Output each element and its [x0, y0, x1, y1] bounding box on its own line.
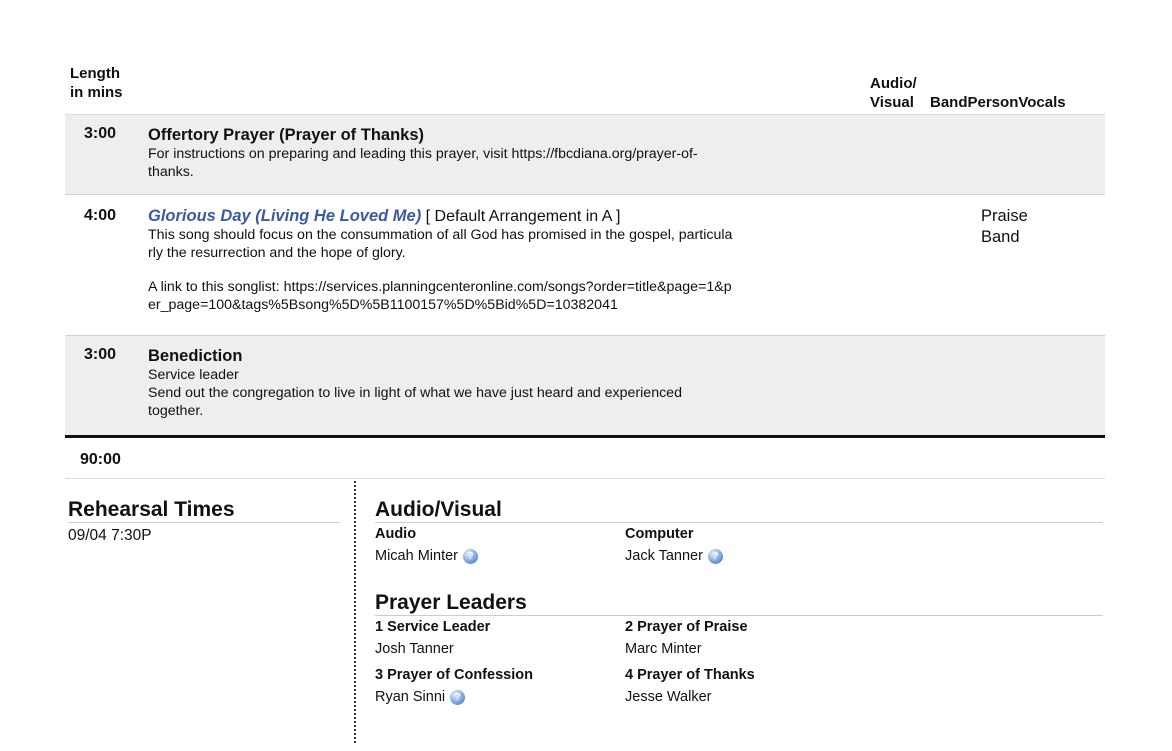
question-icon[interactable]: ? — [708, 549, 723, 564]
rehearsal-divider — [68, 522, 340, 523]
length-column-header: Length in mins — [70, 65, 123, 101]
role-audio: Audio — [375, 526, 417, 542]
item-description-line: For instructions on preparing and leading this prayer, visit https://fbcdiana.org/prayer-of- — [148, 146, 698, 162]
item-title: Benediction — [148, 347, 243, 365]
person-ryan-sinni[interactable]: Ryan Sinni ? — [375, 689, 465, 705]
person-column-header: Person — [967, 94, 1019, 111]
song-title-link[interactable]: Glorious Day (Living He Loved Me) — [148, 207, 422, 225]
plan-item-benediction[interactable] — [65, 336, 1105, 435]
question-icon[interactable]: ? — [463, 549, 478, 564]
item-length: 3:00 — [84, 125, 117, 142]
prayer-leaders-heading: Prayer Leaders — [375, 591, 527, 614]
item-description-line: rly the resurrection and the hope of glory. — [148, 245, 406, 261]
item-description-line: This song should focus on the consummation of all God has promised in the gospel, particula — [148, 227, 733, 243]
rehearsal-time: 09/04 7:30P — [68, 527, 152, 544]
role-prayer-of-thanks: 4 Prayer of Thanks — [625, 667, 755, 683]
item-description-line: together. — [148, 403, 204, 419]
rehearsal-times-heading: Rehearsal Times — [68, 498, 235, 521]
item-body — [148, 346, 883, 420]
audio-visual-heading: Audio/Visual — [375, 498, 502, 521]
total-divider — [65, 435, 1105, 438]
item-body — [148, 206, 883, 314]
total-length: 90:00 — [80, 451, 121, 468]
item-body — [148, 125, 883, 181]
section-divider — [375, 615, 1103, 616]
role-prayer-of-praise: 2 Prayer of Praise — [625, 619, 748, 635]
question-icon[interactable]: ? — [450, 690, 465, 705]
song-arrangement: [ Default Arrangement in A ] — [421, 208, 621, 225]
songlist-link-line: A link to this songlist: https://services.planningcenteronline.com/songs?order=title&page=1&p — [148, 279, 732, 295]
role-computer: Computer — [625, 526, 694, 542]
item-length: 3:00 — [84, 346, 117, 363]
item-description-line: Service leader — [148, 367, 239, 383]
person-josh-tanner[interactable]: Josh Tanner — [375, 641, 454, 657]
item-length: 4:00 — [84, 207, 117, 224]
total-underline — [65, 478, 1105, 479]
role-prayer-of-confession: 3 Prayer of Confession — [375, 667, 533, 683]
audio-visual-column-header: Audio/ Visual — [870, 75, 917, 111]
songlist-link-line: er_page=100&tags%5Bsong%5D%5B1100157%5D%5Bid%5D=10382041 — [148, 297, 618, 313]
section-divider — [375, 522, 1103, 523]
plan-item-offertory-prayer[interactable] — [65, 115, 1105, 194]
plan-item-glorious-day[interactable] — [65, 195, 1105, 335]
role-column-headers — [870, 74, 1066, 112]
person-marc-minter[interactable]: Marc Minter — [625, 641, 702, 657]
vocals-column-header: Vocals — [1018, 94, 1066, 111]
band-column-header: Band — [930, 94, 968, 111]
person-jesse-walker[interactable]: Jesse Walker — [625, 689, 712, 705]
item-description-line: thanks. — [148, 164, 194, 180]
band-assignment: Praise Band — [981, 207, 1028, 246]
person-jack-tanner[interactable]: Jack Tanner ? — [625, 548, 723, 564]
item-description-line: Send out the congregation to live in light of what we have just heard and experienced — [148, 385, 682, 401]
item-title: Offertory Prayer (Prayer of Thanks) — [148, 126, 425, 144]
role-service-leader: 1 Service Leader — [375, 619, 491, 635]
person-micah-minter[interactable]: Micah Minter ? — [375, 548, 478, 564]
column-separator — [354, 481, 356, 743]
